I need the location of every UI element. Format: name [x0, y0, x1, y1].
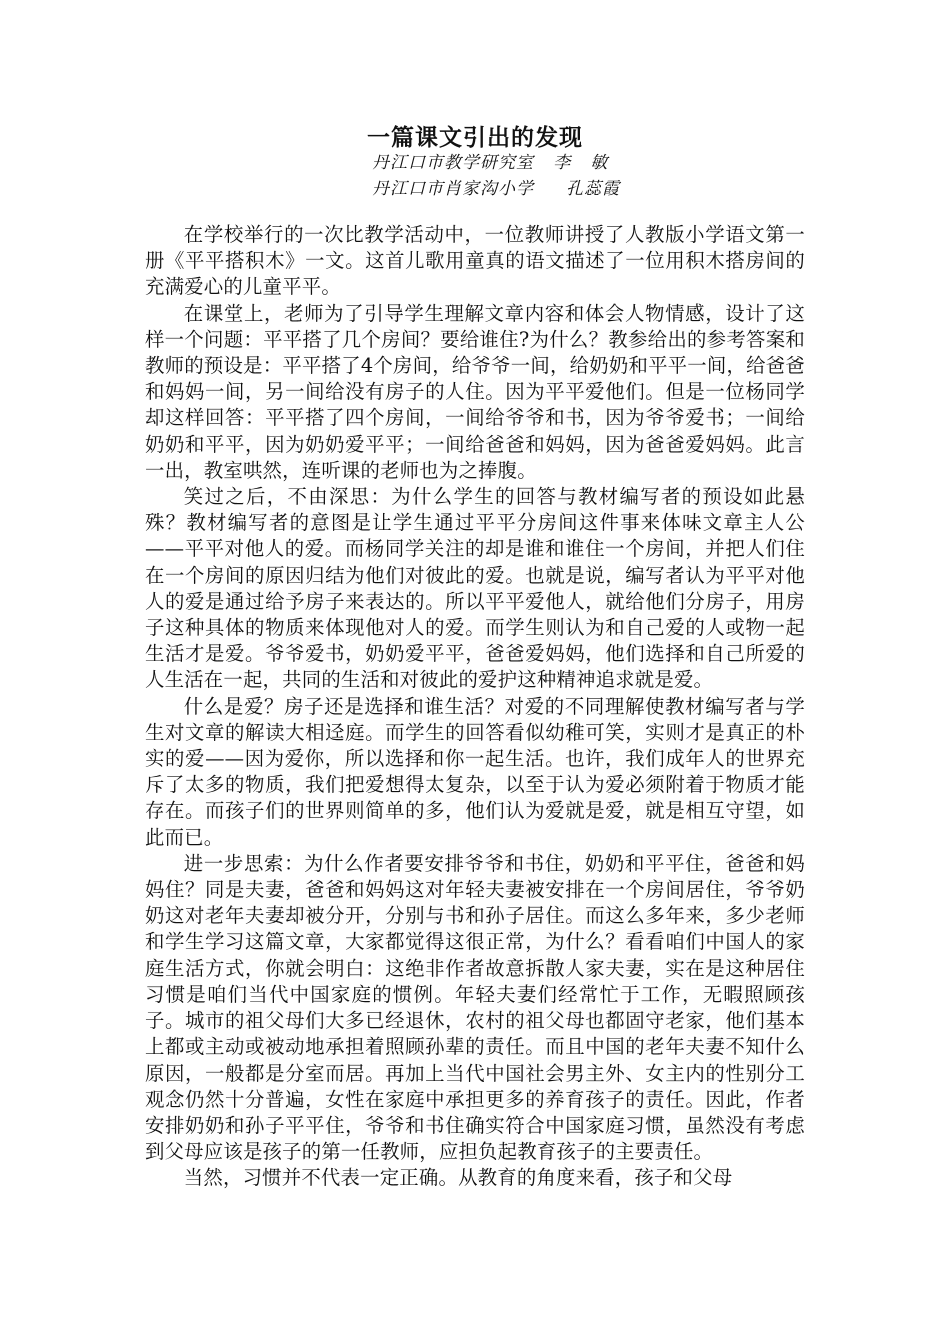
- article-body: [145, 222, 805, 1192]
- author-line: 丹江口市教学研究室 李 敏: [372, 153, 609, 173]
- paragraph: 笑过之后，不由深思：为什么学生的回答与教材编写者的预设如此悬殊？教材编写者的意图是让学生通过平平分房间这件事来体味文章主人公——平平对他人的爱。而杨同学关注的却是谁和谁住一个房间，并把人们住在一个房间的原因归结为他们对彼此的爱。也就是说，编写者认为平平对他人的爱是通过给予房子来表达的。所以平平爱他人，就给他们分房子，用房子这种具体的物质来体现他对人的爱。而学生则认为和自己爱的人或物一起生活才是爱。爷爷爱书，奶奶爱平平，爸爸爱妈妈，他们选择和自己所爱的人生活在一起，共同的生活和对彼此的爱护这种精神追求就是爱。: [145, 485, 805, 692]
- paragraph: 在学校举行的一次比教学活动中，一位教师讲授了人教版小学语文第一册《平平搭积木》一文。这首儿歌用童真的语文描述了一位用积木搭房间的充满爱心的儿童平平。: [145, 223, 805, 299]
- paragraph: 当然，习惯并不代表一定正确。从教育的角度来看，孩子和父母: [183, 1166, 733, 1190]
- paragraph: 什么是爱？房子还是选择和谁生活？对爱的不同理解使教材编写者与学生对文章的解读大相迳庭。而学生的回答看似幼稚可笑，实则才是真正的朴实的爱——因为爱你，所以选择和你一起生活。也许，我们成年人的世界充斥了太多的物质，我们把爱想得太复杂，以至于认为爱必须附着于物质才能存在。而孩子们的世界则简单的多，他们认为爱就是爱，就是相互守望，如此而已。: [145, 694, 805, 849]
- paragraph: 在课堂上，老师为了引导学生理解文章内容和体会人物情感，设计了这样一个问题：平平搭了几个房间？要给谁住?为什么？教参给出的参考答案和教师的预设是：平平搭了4个房间，给爷爷一间，给奶奶和平平一间，给爸爸和妈妈一间，另一间给没有房子的人住。因为平平爱他们。但是一位杨同学却这样回答：平平搭了四个房间，一间给爷爷和书，因为爷爷爱书；一间给奶奶和平平，因为奶奶爱平平；一间给爸爸和妈妈，因为爸爸爱妈妈。此言一出，教室哄然，连听课的老师也为之捧腹。: [145, 301, 805, 482]
- document-title: 一篇课文引出的发现: [367, 125, 583, 151]
- paragraph: 进一步思索：为什么作者要安排爷爷和书住，奶奶和平平住，爸爸和妈妈住？同是夫妻，爸爸和妈妈这对年轻夫妻被安排在一个房间居住，爷爷奶奶这对老年夫妻却被分开，分别与书和孙子居住。而这么多年来，多少老师和学生学习这篇文章，大家都觉得这很正常，为什么？看看咱们中国人的家庭生活方式，你就会明白：这绝非作者故意拆散人家夫妻，实在是这种居住习惯是咱们当代中国家庭的惯例。年轻夫妻们经常忙于工作，无暇照顾孩子。城市的祖父母们大多已经退休，农村的祖父母也都固守老家，他们基本上都或主动或被动地承担着照顾孙辈的责任。而且中国的老年夫妻不知什么原因，一般都是分室而居。再加上当代中国社会男主外、女主内的性别分工观念仍然十分普遍，女性在家庭中承担更多的养育孩子的责任。因此，作者安排奶奶和孙子平平住，爷爷和书住确实符合中国家庭习惯，虽然没有考虑到父母应该是孩子的第一任教师，应担负起教育孩子的主要责任。: [145, 851, 805, 1164]
- author-line: 丹江口市肖家沟小学 孔蕊霞: [372, 179, 621, 199]
